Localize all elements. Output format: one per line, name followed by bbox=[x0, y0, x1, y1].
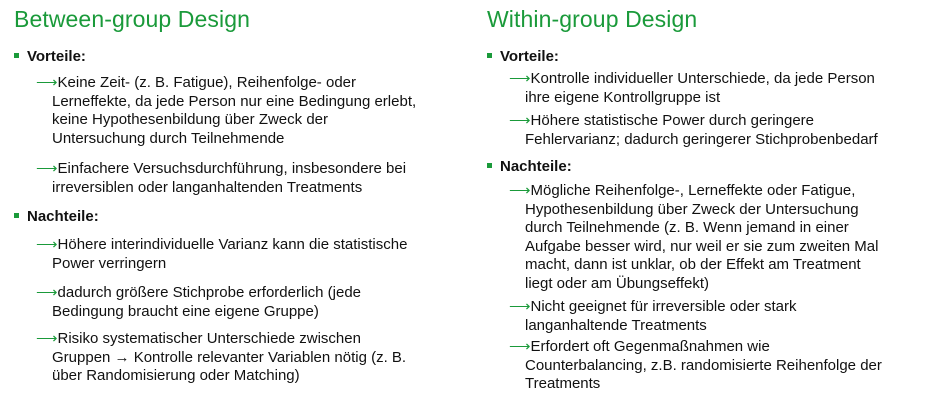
within-group-con-item bbox=[509, 338, 931, 394]
item-line: ihre eigene Kontrollgruppe ist bbox=[525, 88, 721, 106]
between-group-pro-item bbox=[36, 74, 464, 148]
arrow-icon: ⟶ bbox=[36, 284, 58, 301]
item-line: keine Hypothesenbildung über Zweck der bbox=[52, 111, 328, 128]
between-group-con-item bbox=[36, 284, 464, 321]
bullet-icon bbox=[14, 213, 19, 218]
item-line: Untersuchung durch Teilnehmende bbox=[52, 129, 285, 147]
within-group-con-item bbox=[509, 182, 931, 293]
item-line: Höhere interindividuelle Varianz kann die statistische bbox=[57, 236, 408, 253]
item-line: Counterbalancing, z.B. randomisierte Reihenfolge der bbox=[525, 356, 882, 374]
item-line: Kontrolle individueller Unterschiede, da jede Person bbox=[530, 70, 875, 87]
arrow-icon: ⟶ bbox=[36, 160, 58, 177]
pros-label-text: Vorteile: bbox=[27, 48, 86, 65]
within-group-pro-item bbox=[509, 70, 931, 107]
between-group-heading: Between-group Design bbox=[14, 6, 250, 32]
pros-label-text: Vorteile: bbox=[500, 48, 559, 65]
bullet-icon bbox=[487, 163, 492, 168]
item-line: Erfordert oft Gegenmaßnahmen wie bbox=[530, 338, 770, 355]
item-line: irreversiblen oder langanhaltenden Treatments bbox=[52, 178, 363, 196]
bullet-icon bbox=[14, 53, 19, 58]
item-line: macht, dann ist unklar, ob der Effekt am Treatment bbox=[525, 256, 861, 273]
arrow-icon: ⟶ bbox=[36, 330, 58, 347]
between-group-con-item bbox=[36, 330, 464, 386]
item-line: Keine Zeit- (z. B. Fatigue), Reihenfolge- oder bbox=[57, 74, 356, 91]
item-line: Einfachere Versuchsdurchführung, insbesondere bei bbox=[57, 160, 407, 177]
item-line: Fehlervarianz; dadurch geringerer Stichprobenbedarf bbox=[525, 130, 878, 148]
within-group-con-item bbox=[509, 298, 931, 335]
item-line: Gruppen → Kontrolle relevanter Variablen nötig (z. B. bbox=[52, 348, 407, 366]
arrow-icon: ⟶ bbox=[509, 182, 531, 199]
between-group-pros-label bbox=[14, 48, 86, 66]
item-line: Risiko systematischer Unterschiede zwischen bbox=[57, 330, 361, 347]
cons-label-text: Nachteile: bbox=[27, 208, 99, 225]
within-group-heading: Within-group Design bbox=[487, 6, 698, 32]
bullet-icon bbox=[487, 53, 492, 58]
item-line: dadurch größere Stichprobe erforderlich (jede bbox=[57, 284, 362, 301]
item-line: liegt oder am Übungseffekt) bbox=[525, 274, 709, 292]
item-line: Treatments bbox=[525, 375, 601, 392]
item-line: Lerneffekte, da jede Person nur eine Bedingung erlebt, bbox=[52, 92, 417, 110]
item-line: über Randomisierung oder Matching) bbox=[52, 367, 300, 384]
item-line: Bedingung braucht eine eigene Gruppe) bbox=[52, 302, 319, 320]
arrow-icon: ⟶ bbox=[509, 112, 531, 129]
arrow-icon: ⟶ bbox=[36, 236, 58, 253]
arrow-icon: ⟶ bbox=[509, 298, 531, 315]
item-line: langanhaltende Treatments bbox=[525, 316, 707, 334]
between-group-pro-item bbox=[36, 160, 464, 197]
between-group-cons-label bbox=[14, 208, 99, 226]
item-line: durch Teilnehmende (z. B. Wenn jemand in einer bbox=[525, 219, 849, 236]
between-group-con-item bbox=[36, 236, 464, 273]
item-line: Power verringern bbox=[52, 254, 167, 272]
item-line: Aufgabe besser wird, nur weil er sie zum zweiten Mal bbox=[525, 237, 879, 255]
arrow-icon: ⟶ bbox=[509, 338, 531, 355]
item-line: Mögliche Reihenfolge-, Lerneffekte oder Fatigue, bbox=[530, 182, 856, 199]
cons-label-text: Nachteile: bbox=[500, 158, 572, 175]
arrow-icon: ⟶ bbox=[509, 70, 531, 87]
item-line: Hypothesenbildung über Zweck der Untersuchung bbox=[525, 200, 859, 218]
within-group-pros-label bbox=[487, 48, 559, 66]
item-line: Höhere statistische Power durch geringere bbox=[530, 112, 814, 129]
arrow-icon: ⟶ bbox=[36, 74, 58, 91]
within-group-cons-label bbox=[487, 158, 572, 176]
within-group-pro-item bbox=[509, 112, 931, 149]
item-line: Nicht geeignet für irreversible oder stark bbox=[530, 298, 797, 315]
